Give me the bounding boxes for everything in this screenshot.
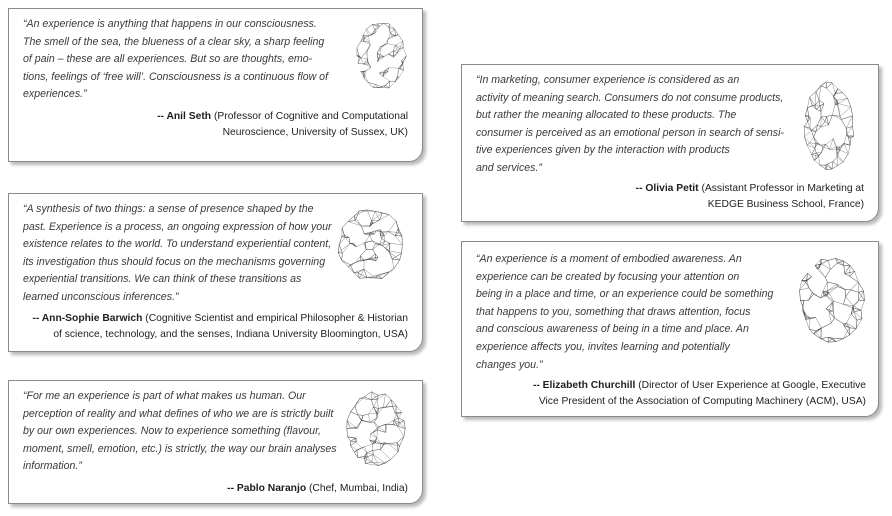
- author-role: (Chef, Mumbai, India): [308, 483, 408, 494]
- wireframe-face-portrait: [331, 206, 411, 286]
- quote-line: “An experience is anything that happens in our consciousness.: [23, 18, 317, 30]
- quote-line: experiences.”: [23, 88, 87, 101]
- wireframe-face-portrait: [351, 19, 411, 95]
- quote-line: tions, feelings of ‘free will’. Consciousness is a continuous flow of: [23, 70, 329, 83]
- quote-line: existence relates to the world. To understand experiential content,: [23, 238, 332, 251]
- quote-line: learned unconscious inferences.”: [23, 290, 179, 303]
- wireframe-face-graphic: [351, 19, 411, 95]
- quote-line: The smell of the sea, the blueness of a clear sky, a sharp feeling: [23, 35, 325, 48]
- quote-line: past. Experience is a process, an ongoing expression of how your: [23, 220, 332, 233]
- author-role-cont: of science, technology, and the senses, Indiana University Bloomington, USA): [53, 329, 408, 340]
- wireframe-face-portrait: [792, 254, 872, 350]
- quote-card-petit: [461, 64, 879, 222]
- wireframe-face-portrait: [798, 79, 860, 177]
- quote-text: [476, 72, 784, 178]
- author-role: (Director of User Experience at Google, Executive: [638, 380, 866, 391]
- attribution: [227, 481, 408, 497]
- wireframe-face-graphic: [792, 254, 872, 350]
- quote-line: moment, smell, emotion, etc.) is strictly, the way our brain analyses: [23, 442, 337, 455]
- quote-line: that happens to you, something that draws attention, focus: [476, 305, 751, 318]
- quote-text: [476, 251, 773, 374]
- wireframe-face-portrait: [339, 389, 411, 471]
- quote-text: [23, 388, 337, 476]
- attribution: [32, 311, 408, 343]
- author-role-cont: Vice President of the Association of Computing Machinery (ACM), USA): [538, 396, 866, 407]
- quote-card-barwich: [8, 193, 423, 352]
- wireframe-face-graphic: [331, 206, 411, 286]
- quote-line: activity of meaning search. Consumers do not consume products,: [476, 91, 784, 104]
- quote-line: “For me an experience is part of what makes us human. Our: [23, 390, 306, 402]
- author-role-cont: KEDGE Business School, France): [707, 199, 864, 210]
- author-name: -- Ann-Sophie Barwich: [32, 313, 143, 324]
- author-name: -- Olivia Petit: [635, 183, 699, 194]
- quote-line: changes you.”: [476, 358, 543, 371]
- quote-card-seth: [8, 8, 423, 162]
- quote-line: tive experiences given by the interaction with products: [476, 144, 730, 157]
- quote-line: “In marketing, consumer experience is considered as an: [476, 74, 740, 86]
- author-role: (Assistant Professor in Marketing at: [701, 183, 864, 194]
- quote-line: and services.”: [476, 161, 542, 174]
- quote-card-naranjo: [8, 380, 423, 504]
- attribution: [636, 181, 864, 213]
- quote-line: experience affects you, invites learning and potentially: [476, 340, 730, 353]
- quote-line: information.”: [23, 460, 82, 473]
- quote-card-churchill: [461, 241, 879, 417]
- quote-line: experience can be created by focusing your attention on: [476, 270, 740, 283]
- quote-line: “An experience is a moment of embodied awareness. An: [476, 253, 742, 265]
- quote-text: [23, 201, 332, 307]
- quote-line: “A synthesis of two things: a sense of presence shaped by the: [23, 203, 314, 215]
- author-role-cont: Neuroscience, University of Sussex, UK): [222, 127, 408, 138]
- author-role: (Professor of Cognitive and Computational: [213, 111, 408, 122]
- author-name: -- Anil Seth: [157, 111, 212, 122]
- quote-line: but rather the meaning allocated to these products. The: [476, 109, 737, 122]
- attribution: [533, 378, 866, 410]
- quote-line: experiential transitions. We can think of these transitions as: [23, 273, 302, 286]
- quote-text: [23, 16, 328, 104]
- quote-line: being in a place and time, or an experience could be something: [476, 288, 774, 301]
- author-name: -- Elizabeth Churchill: [532, 380, 636, 391]
- author-role: (Cognitive Scientist and empirical Philosopher & Historian: [145, 313, 408, 324]
- quote-line: and conscious awareness of being in a time and place. An: [476, 323, 749, 336]
- attribution: [157, 109, 408, 141]
- quote-line: perception of reality and what defines of who we are is strictly built: [23, 407, 334, 420]
- quote-line: by our own experiences. Now to experience something (flavour,: [23, 425, 321, 438]
- quote-line: of pain – these are all experiences. But so are thoughts, emo-: [23, 53, 313, 66]
- wireframe-face-graphic: [798, 79, 860, 177]
- wireframe-face-graphic: [339, 389, 411, 471]
- quote-line: its investigation thus should focus on the mechanisms governing: [23, 255, 326, 268]
- quote-line: consumer is perceived as an emotional person in search of sensi-: [476, 126, 784, 139]
- author-name: -- Pablo Naranjo: [227, 483, 307, 494]
